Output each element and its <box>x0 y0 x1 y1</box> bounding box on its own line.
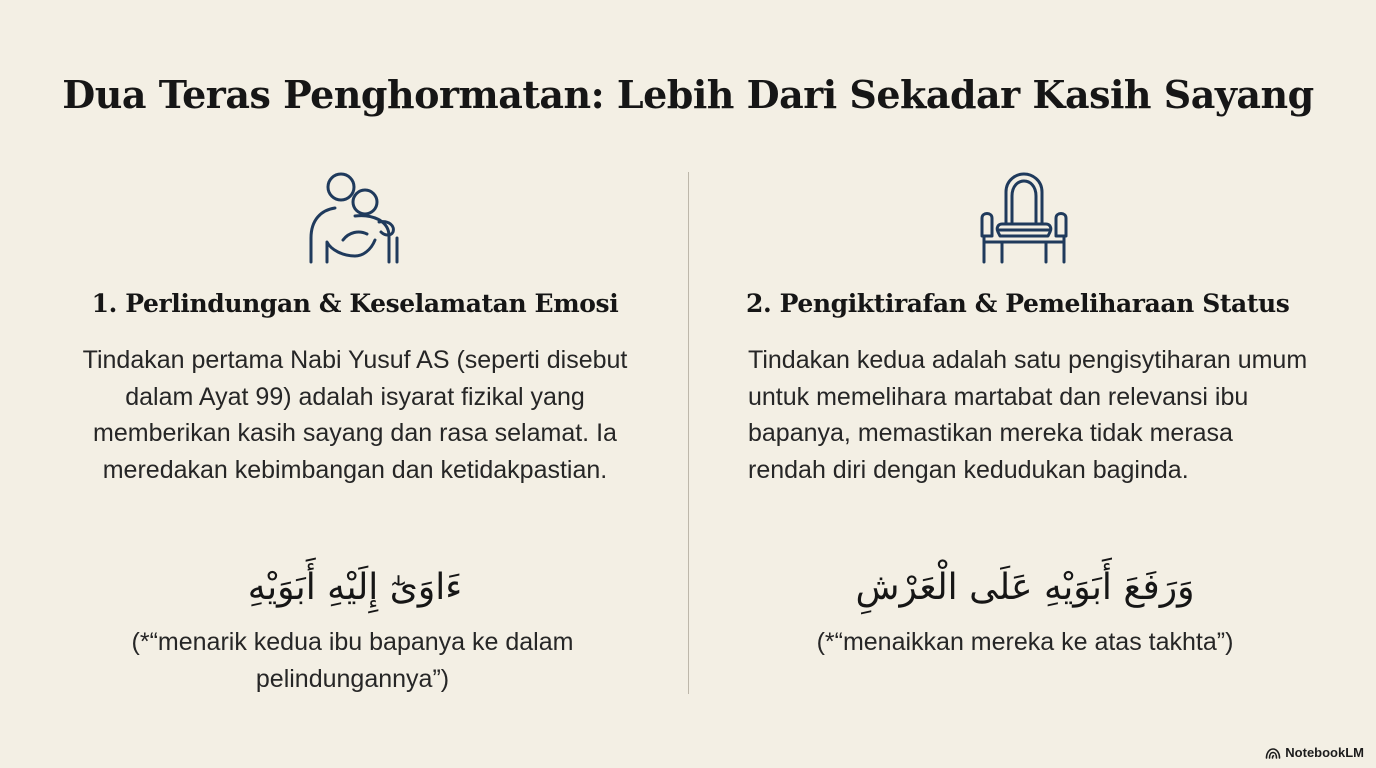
right-arabic-verse: وَرَفَعَ أَبَوَيْهِ عَلَى الْعَرْشِ <box>855 567 1195 608</box>
throne-icon <box>974 170 1074 266</box>
left-column <box>60 0 650 768</box>
notebooklm-brand <box>1265 745 1364 760</box>
left-translation: (*“menarik kedua ibu bapanya ke dalam pelindungannya”) <box>131 628 574 693</box>
embrace-icon <box>305 170 405 266</box>
column-divider <box>688 172 689 694</box>
right-column <box>730 0 1320 768</box>
page-title: Dua Teras Penghormatan: Lebih Dari Sekadar Kasih Sayang <box>62 72 1314 117</box>
left-body-text: Tindakan pertama Nabi Yusuf AS (seperti disebut dalam Ayat 99) adalah isyarat fizikal yang memberikan kasih sayang dan rasa selamat. Ia meredakan kebimbangan dan ketidakpastian. <box>82 346 628 484</box>
left-arabic-verse: ءَاوَىٰٓ إِلَيْهِ أَبَوَيْهِ <box>247 567 463 608</box>
notebooklm-logo-icon <box>1265 747 1281 759</box>
right-heading: 2. Pengiktirafan & Pemeliharaan Status <box>746 289 1290 318</box>
left-heading: 1. Perlindungan & Keselamatan Emosi <box>91 289 619 318</box>
right-body-text: Tindakan kedua adalah satu pengisytiharan umum untuk memelihara martabat dan relevansi ibu bapanya, memastikan mereka tidak merasa rendah diri dengan kedudukan baginda. <box>748 346 1308 484</box>
right-translation: (*“menaikkan mereka ke atas takhta”) <box>816 628 1234 656</box>
brand-label: NotebookLM <box>1285 745 1364 760</box>
